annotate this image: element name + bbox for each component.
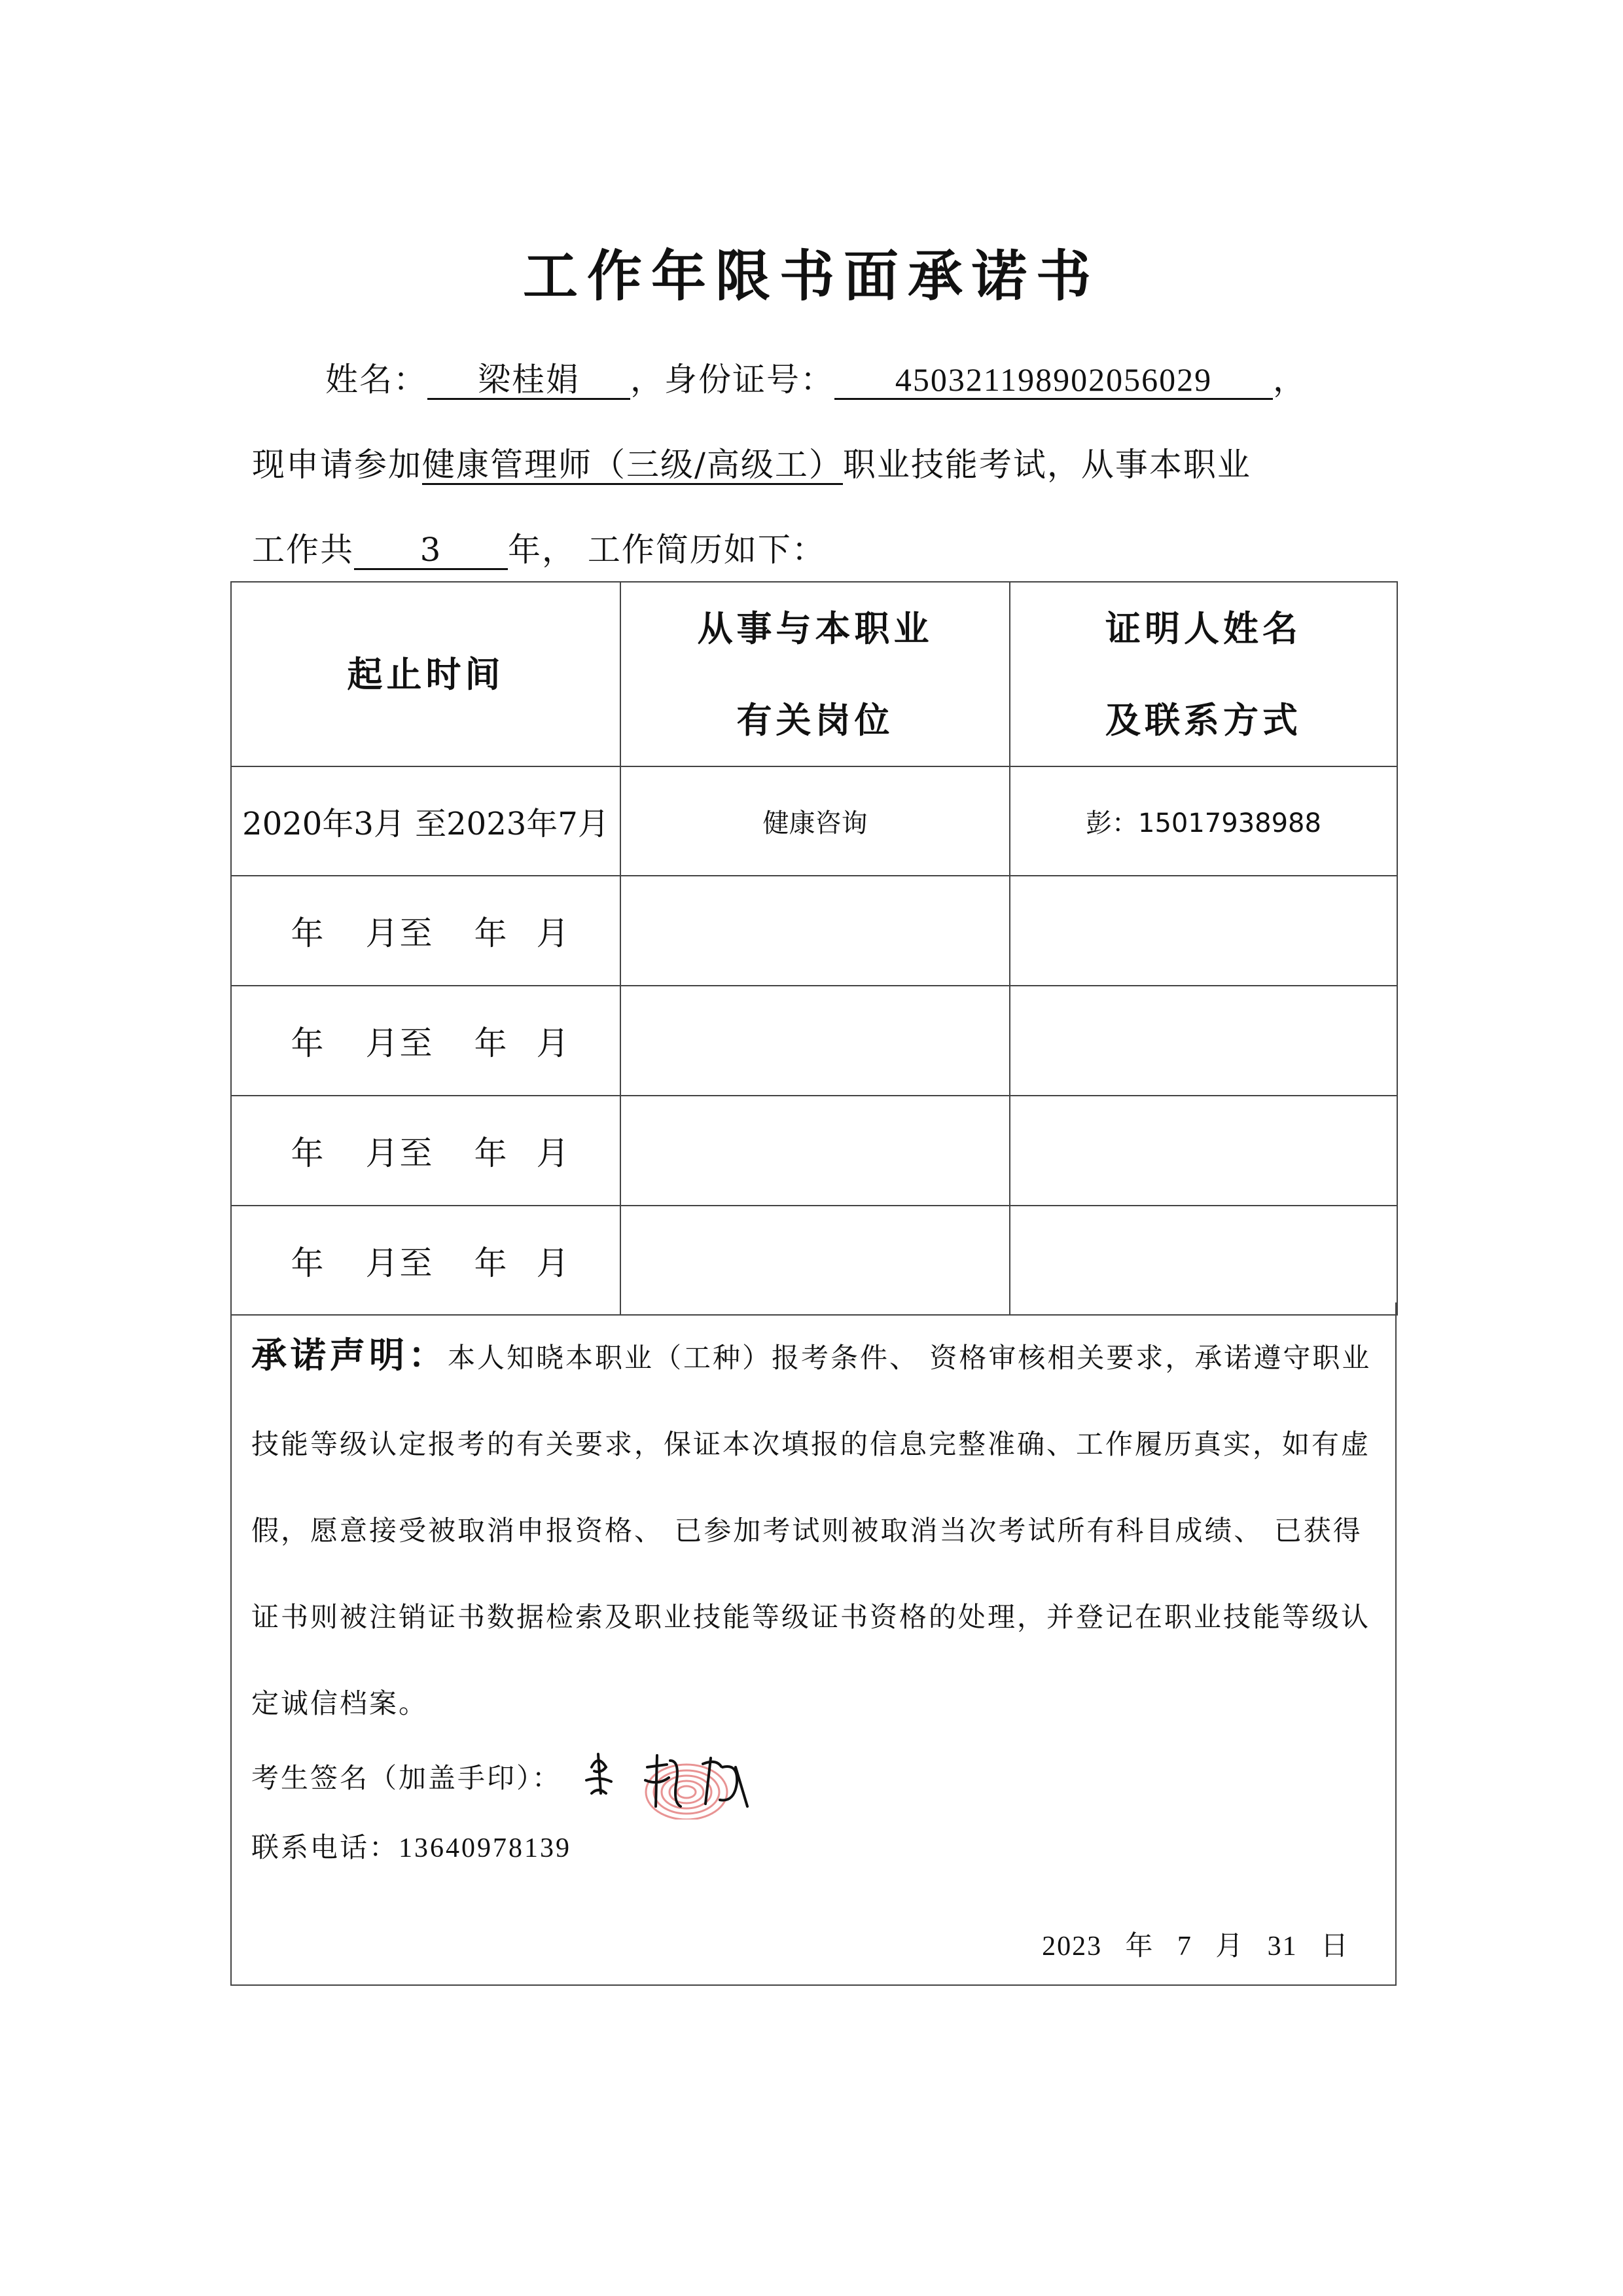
table-row (231, 876, 1397, 986)
row4-witness (1010, 1096, 1397, 1206)
table-row (231, 1206, 1397, 1315)
month-to-label: 月至 (365, 914, 434, 952)
year-label: 年 (291, 1134, 325, 1172)
table-header-row (231, 582, 1397, 766)
row3-period (231, 986, 620, 1096)
work-history-table (230, 581, 1398, 1316)
month-label: 月 (536, 1024, 571, 1062)
row5-witness (1010, 1206, 1397, 1315)
fingerprint-stamp-icon (572, 1741, 788, 1820)
row3-witness (1010, 986, 1397, 1096)
signature-line (251, 1741, 788, 1820)
apply-prefix: 现申请参加 (252, 446, 422, 484)
name-label: 姓名： (325, 361, 427, 399)
apply-value: 健康管理师（三级/高级工） (422, 446, 843, 484)
month-label: 月 (536, 1244, 571, 1282)
declaration-box (230, 1302, 1397, 1986)
row5-post (620, 1206, 1010, 1315)
table-row (231, 986, 1397, 1096)
date-month: 7 (1177, 1931, 1192, 1962)
row4-post (620, 1096, 1010, 1206)
row3-post (620, 986, 1010, 1096)
header-witness-line1: 证明人姓名 (1105, 607, 1302, 649)
year-label: 年 (474, 1024, 508, 1062)
table-row (231, 766, 1397, 876)
month-to-label: 月至 (365, 1244, 434, 1282)
row1-post: 健康咨询 (620, 766, 1010, 876)
row2-period (231, 876, 620, 986)
years-value: 3 (354, 532, 508, 570)
header-witness (1010, 582, 1397, 766)
header-position-line1: 从事与本职业 (697, 607, 933, 649)
name-value: 梁桂娟 (427, 362, 630, 400)
row1-witness: 彭：15017938988 (1010, 766, 1397, 876)
document-title: 工作年限书面承诺书 (522, 243, 1100, 308)
name-line (325, 353, 1307, 401)
date-month-label: 月 (1215, 1929, 1245, 1962)
month-label: 月 (536, 1134, 571, 1172)
year-label: 年 (291, 1024, 325, 1062)
phone-label: 联系电话： (251, 1831, 399, 1863)
header-witness-line2: 及联系方式 (1105, 699, 1302, 741)
phone-line (251, 1826, 571, 1865)
declaration-text (251, 1312, 1377, 1747)
year-label: 年 (474, 1134, 508, 1172)
row2-post (620, 876, 1010, 986)
row1-period: 2020年3月 至2023年7月 (231, 766, 620, 876)
row4-period (231, 1096, 620, 1206)
id-label: ，身份证号： (630, 361, 834, 399)
phone-value: 13640978139 (399, 1833, 572, 1863)
month-to-label: 月至 (365, 1024, 434, 1062)
month-label: 月 (536, 914, 571, 952)
years-prefix: 工作共 (252, 531, 354, 569)
year-label: 年 (291, 1244, 325, 1282)
id-end: ， (1273, 361, 1307, 399)
month-to-label: 月至 (365, 1134, 434, 1172)
header-position (620, 582, 1010, 766)
year-label: 年 (474, 1244, 508, 1282)
date-day-label: 日 (1320, 1929, 1349, 1962)
table-row (231, 1096, 1397, 1206)
signature-label: 考生签名（加盖手印）： (251, 1762, 562, 1794)
years-suffix: 年， 工作简历如下： (508, 531, 826, 569)
year-label: 年 (474, 914, 508, 952)
year-label: 年 (291, 914, 325, 952)
id-value: 450321198902056029 (834, 362, 1273, 400)
years-line (252, 524, 826, 571)
row5-period (231, 1206, 620, 1315)
apply-suffix: 职业技能考试，从事本职业 (842, 446, 1251, 484)
date-year: 2023 (1042, 1931, 1103, 1962)
row2-witness (1010, 876, 1397, 986)
signature-image (572, 1741, 788, 1820)
declaration-body: 本人知晓本职业（工种）报考条件、 资格审核相关要求，承诺遵守职业技能等级认定报考的有关要求，保证本次填报的信息完整准确、工作履历真实，如有虚假，愿意接受被取消申报资格、 已参加考试则被取消当次考试所有科目成绩、 已获得证书则被注销证书数据检索及职业技能等级证书资格的处理，并登记在职业技能等级认定诚信档案。 (251, 1342, 1372, 1719)
header-position-line2: 有关岗位 (736, 699, 894, 741)
header-period: 起止时间 (231, 582, 620, 766)
date-day: 31 (1267, 1931, 1298, 1962)
date-year-label: 年 (1125, 1929, 1154, 1962)
sign-date (1029, 1924, 1349, 1964)
declaration-heading: 承诺声明： (251, 1334, 448, 1376)
apply-line (252, 439, 1251, 486)
